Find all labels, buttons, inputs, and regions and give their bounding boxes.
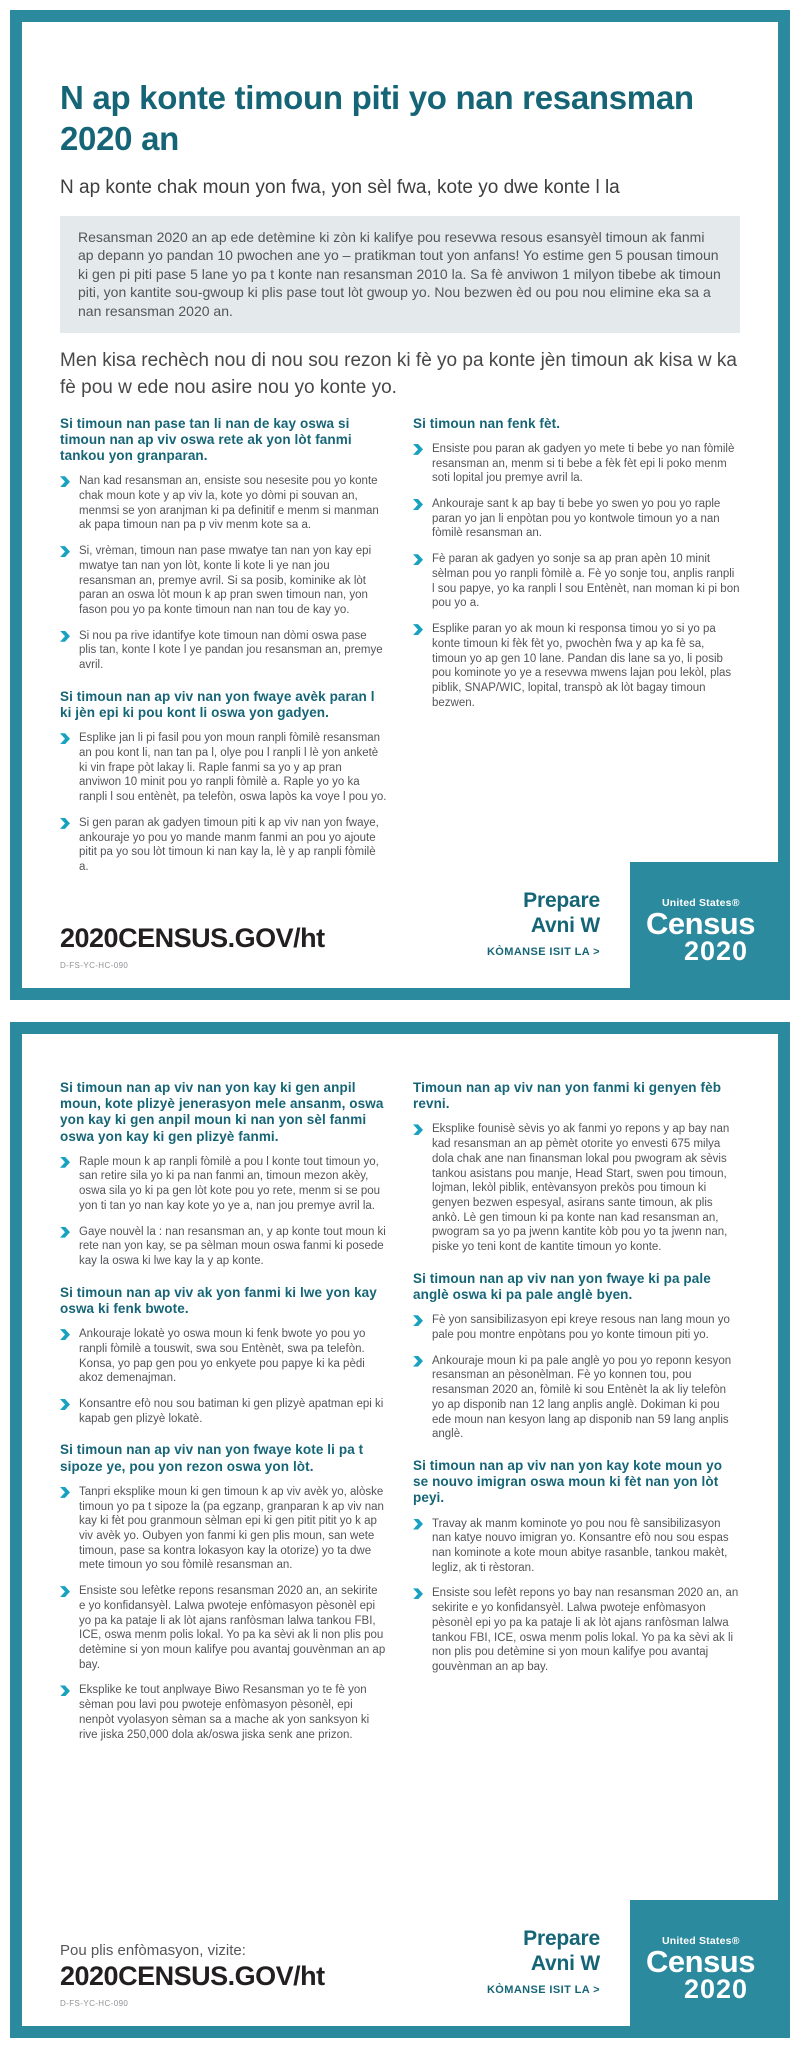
footer-left xyxy=(60,925,325,970)
section-heading: Timoun nan ap viv nan yon fanmi ki genyen fèb revni. xyxy=(413,1080,722,1112)
bullet-text: Tanpri eksplike moun ki gen timoun k ap viv avèk yo, alòske timoun yo pa t sipoze la (pa egzanp, granparan k ap viv nan kay ki fèt pou granmoun sèlman epi ki gen pitit pitit yo k ap viv avèk yo. Oubyen yon fanmi ki gen plis moun, san wete timoun, pase sa kontra lokasyon kay la otorize) yo ta dwe mete timoun yo sou fòmilè resansman an. xyxy=(79,1485,384,1572)
chevron-bullet-icon xyxy=(60,476,70,487)
census-2020-logo xyxy=(630,1900,790,2038)
chevron-bullet-icon xyxy=(60,818,70,829)
chevron-bullet-icon xyxy=(413,1315,423,1326)
bullet-item xyxy=(413,1517,740,1576)
section-heading: Si timoun nan fenk fèt. xyxy=(413,415,561,431)
bullet-item xyxy=(413,1313,740,1342)
tagline-block xyxy=(487,1927,600,1996)
bullet-item xyxy=(60,1584,387,1672)
chevron-bullet-icon xyxy=(60,1586,70,1597)
left-column xyxy=(60,416,387,886)
left-column xyxy=(60,1080,387,1753)
chevron-bullet-icon xyxy=(60,1487,70,1498)
bullet-text: Fè paran ak gadyen yo sonje sa ap pran apèn 10 minit sèlman pou yo ranpli fòmilè a. Fè yo sonje tou, anplis ranpli l sou papye, yo ka ranpli l sou Entènèt, nan moman ki pi bon pou yo a. xyxy=(432,553,740,610)
bullet-item xyxy=(60,1155,387,1214)
bullet-text: Esplike paran yo ak moun ki responsa timou yo si yo pa konte timoun ki fèk fèt yo, pwochèn fwa y ap ka fè sa, timoun yo ap gen 10 lane. Pandan dis lane sa yo, li posib pou kominote yo ye a resevwa mwens lajan pou lekòl, plas piblik, SNAP/WIC, lopital, transpò ak lòt bagay timoun bezwen. xyxy=(432,623,732,709)
bullet-text: Ankouraje sant k ap bay ti bebe yo swen yo pou yo raple paran yo jan li enpòtan pou yo kontwole timoun yo a nan fòmilè resansman an. xyxy=(432,498,721,540)
intro-paragraph: Men kisa rechèch nou di nou sou rezon ki fè yo pa konte jèn timoun ak kisa w ka fè pou w ede nou asire nou yo konte yo. xyxy=(60,349,737,399)
section-heading: Si timoun nan ap viv nan yon kay kote moun yo se nouvo imigran oswa moun ki fèt nan yon lòt peyi. xyxy=(413,1457,723,1506)
chevron-bullet-icon xyxy=(413,1124,423,1135)
chevron-bullet-icon xyxy=(413,554,423,565)
page-title: N ap konte timoun piti yo nan resansman 2020 an xyxy=(60,79,694,157)
bullet-item xyxy=(60,1225,387,1269)
chevron-bullet-icon xyxy=(60,733,70,744)
bullet-text: Ensiste pou paran ak gadyen yo mete ti bebe yo nan fòmilè resansman an, menm si ti bebe a fèk fèt epi li poko menm soti lopital jou premye avril la. xyxy=(432,442,735,485)
bullet-text: Konsantre efò nou sou batiman ki gen plizyè apatman epi ki kapab gen plizyè lokatè. xyxy=(79,1398,384,1425)
bullet-item xyxy=(413,442,740,486)
bullet-text: Fè yon sansibilizasyon epi kreye resous nan lang moun yo pale pou montre enpòtans pou yo konte timoun piti yo. xyxy=(432,1314,730,1341)
bullet-item xyxy=(60,629,387,673)
page-subtitle: N ap konte chak moun yon fwa, yon sèl fwa, kote yo dwe konte l la xyxy=(60,176,620,198)
document-code: D-FS-YC-HC-090 xyxy=(60,961,129,970)
bullet-item xyxy=(413,552,740,611)
document-code: D-FS-YC-HC-090 xyxy=(60,1999,129,2008)
bullet-text: Ensiste sou lefètke repons resansman 2020 an, an sekirite e yo konfidansyèl. Lalwa pwoteje enfòmasyon pèsonèl epi yo pa ka pataje li ak lòt ajans ranfòsman lalwa tankou FBI, ICE, oswa menm polis lokal. Yo pa ka sèvi ak li non plis pou detèmine si yon moun kalifye pou avantaj gouvènman an ap bay. xyxy=(79,1585,386,1671)
bullet-item xyxy=(413,1586,740,1674)
chevron-bullet-icon xyxy=(60,546,70,557)
logo-2020-text: 2020 xyxy=(684,1973,749,2004)
logo-united-states-text: United States® xyxy=(662,1935,740,1948)
bullet-item xyxy=(413,1354,740,1442)
two-column-layout xyxy=(60,416,740,886)
bullet-text: Nan kad resansman an, ensiste sou nesesite pou yo konte chak moun kote y ap viv la, kote yo dòmi pi souvan an, menmsi se yon aranjman ki pa definitif e menm si manman ak papa timoun nan pa p viv menm kote sa a. xyxy=(79,475,379,532)
two-column-layout xyxy=(60,1080,740,1753)
start-here-cta: KÒMANSE ISIT LA > xyxy=(486,1984,600,1996)
bullet-item xyxy=(60,1485,387,1573)
section-heading: Si timoun nan ap viv nan yon kay ki gen anpil moun, kote plizyè jenerasyon mele ansanm, oswa yon kay ki gen anpil moun ki nan yon sèl fanmi oswa yon kay ki gen plizyè fanmi. xyxy=(60,1080,384,1144)
factsheet-page-1 xyxy=(10,10,790,1000)
chevron-bullet-icon xyxy=(413,624,423,635)
chevron-bullet-icon xyxy=(413,1519,423,1530)
footer-left xyxy=(60,1942,325,2008)
logo-united-states-text: United States® xyxy=(662,897,740,910)
bullet-item xyxy=(60,1683,387,1742)
bullet-item xyxy=(413,622,740,710)
bullet-text: Ankouraje lokatè yo oswa moun ki fenk bwote yo pou yo ranpli fòmilè a touswit, swa sou Entènèt, swa pa telefòn. Konsa, yo pap gen pou yo enkyete pou papye ki ka pèdi akoz demenajman. xyxy=(79,1328,366,1385)
bullet-item xyxy=(60,474,387,533)
page-1-content xyxy=(22,22,778,988)
section-heading: Si timoun nan pase tan li nan de kay oswa si timoun nan ap viv oswa rete ak yon lòt fanmi tankou yon granparan. xyxy=(60,415,352,464)
bullet-text: Raple moun k ap ranpli fòmilè a pou l konte tout timoun yo, san retire sila yo ki pa nan fanmi an, timoun mezon akèy, oswa sila yo ki pa gen lòt kote pou yo rete, menm si se pou yon ti tan yo nan kay kote yo ye a, nan jou premye avril la. xyxy=(79,1155,381,1212)
bullet-text: Eksplike ke tout anplwaye Biwo Resansman yo te fè yon sèman pou lavi pou pwoteje enfòmasyon pèsonèl, epi nenpòt vyolasyon sèman sa a mache ak yon sanksyon ki rive jiska 250,000 dola ak/oswa jiska senk ane prizon. xyxy=(79,1684,370,1741)
highlight-box: Resansman 2020 an ap ede detèmine ki zòn ki kalifye pou resevwa resous esansyèl timoun ak fanmi ap depann yo pandan 10 pwochen ane yo – pratikman tout yon anfans! Yo estime gen 5 pousan timoun ki gen pi piti pase 5 lane yo pa t konte nan resansman 2010 la. Sa fè anviwon 1 milyon tibebe ak timoun piti, yon kantite sou-gwoup ki plis pase tout lòt gwoup yo. Nou bezwen èd ou pou nou elimine eka sa a nan resansman 2020 an. xyxy=(60,216,740,333)
right-column xyxy=(413,1080,740,1753)
logo-2020-text: 2020 xyxy=(684,935,749,966)
bullet-item xyxy=(60,816,387,875)
bullet-text: Si gen paran ak gadyen timoun piti k ap viv nan yon fwaye, ankouraje yo pou yo mande manm fanmi an pou yo ajoute pitit pa yo sou lòt timoun ki nan kay la, lè y ap ranpli fòmilè a. xyxy=(79,816,379,874)
logo-census-text: Census xyxy=(646,1944,755,1980)
bullet-item xyxy=(60,544,387,618)
more-info-label: Pou plis enfòmasyon, vizite: xyxy=(60,1942,246,1959)
start-here-cta: KÒMANSE ISIT LA > xyxy=(486,946,600,958)
bullet-item xyxy=(60,731,387,805)
bullet-text: Esplike jan li pi fasil pou yon moun ranpli fòmilè resansman an pou kont li, nan tan pa l, olye pou l ranpli l lè yon anketè ki vin frape pòt lakay li. Raple fanmi sa yo y ap pran anviwon 10 minit pou yo ranpli fòmilè a. Raple yo yo ka ranpli l sou entènèt, pa telefòn, oswa lapòs ka voye l pou yo. xyxy=(79,732,387,804)
bullet-item xyxy=(60,1327,387,1386)
bullet-item xyxy=(413,1122,740,1254)
bullet-text: Eksplike founisè sèvis yo ak fanmi yo repons y ap bay nan kad resansman an ap pèmèt otorite yo envesti 675 milya dola chak ane nan finansman lokal pou pwogram ak sèvis tankou asistans pou manje, Head Start, swen pou timoun, lojman, lekòl piblik, entèvansyon prekòs pou timoun ki genyen bezwen espesyal, asirans sante timoun, ak plis ankò. Lè gen timoun ki pa konte nan kad resansman an, pwogram sa yo pa jwenn kantite kòb pou yo ta jwenn nan, piske yo teni kont de kantite timoun yo konte. xyxy=(432,1123,730,1254)
bullet-item xyxy=(413,497,740,541)
chevron-bullet-icon xyxy=(413,1588,423,1599)
bullet-text: Ensiste sou lefèt repons yo bay nan resansman 2020 an, an sekirite e yo konfidansyèl. Lalwa pwoteje enfòmasyon pèsonèl epi yo pa ka pataje li ak lòt ajans ranfòsman lalwa tankou FBI, ICE, oswa menm polis lokal. Yo pa ka sèvi ak li non plis pou detèmine si yon moun kalifye pou avantaj gouvènman an ap bay. xyxy=(432,1587,739,1673)
census-url-link[interactable]: 2020CENSUS.GOV/ht xyxy=(60,1961,325,1991)
chevron-bullet-icon xyxy=(413,499,423,510)
tagline-line1: Prepare xyxy=(523,889,600,913)
chevron-bullet-icon xyxy=(60,1685,70,1696)
chevron-bullet-icon xyxy=(60,1329,70,1340)
section-heading: Si timoun nan ap viv nan yon fwaye kote li pa t sipoze ye, pou yon rezon oswa yon lòt. xyxy=(60,1442,364,1474)
chevron-bullet-icon xyxy=(60,1227,70,1238)
section-heading: Si timoun nan ap viv ak yon fanmi ki lwe yon kay oswa ki fenk bwote. xyxy=(60,1284,377,1316)
tagline-line2: Avni W xyxy=(530,914,600,938)
right-column xyxy=(413,416,740,886)
factsheet-page-2 xyxy=(10,1022,790,2038)
bullet-text: Gaye nouvèl la : nan resansman an, y ap konte tout moun ki rete nan yon kay, se pa sèlman moun oswa fanmi ki posede kay la oswa ki lwe kay la y ap konte. xyxy=(79,1225,386,1268)
chevron-bullet-icon xyxy=(413,1356,423,1367)
census-2020-logo xyxy=(630,862,790,1000)
census-url-link[interactable]: 2020CENSUS.GOV/ht xyxy=(60,923,325,953)
chevron-bullet-icon xyxy=(413,444,423,455)
bullet-item xyxy=(60,1397,387,1426)
logo-census-text: Census xyxy=(646,906,755,942)
tagline-line1: Prepare xyxy=(523,1927,600,1951)
chevron-bullet-icon xyxy=(60,1157,70,1168)
section-heading: Si timoun nan ap viv nan yon fwaye ki pa pale anglè oswa ki pa pale anglè byen. xyxy=(413,1270,711,1303)
bullet-text: Ankouraje moun ki pa pale anglè yo pou yo reponn kesyon resansman an pèsonèlman. Fè yo konnen tou, pou resansman 2020 an, fòmilè ki sou Entènèt la ak liy telefòn yo ap disponib nan 12 lang anplis anglè. Dokiman ki pou ede moun nan kesyon lang ap disponib nan 59 lang anplis anglè. xyxy=(432,1354,732,1441)
tagline-block xyxy=(487,889,600,958)
section-heading: Si timoun nan ap viv nan yon fwaye avèk paran l ki jèn epi ki pou kont li oswa yon gadyen. xyxy=(60,688,375,721)
bullet-text: Si, vrèman, timoun nan pase mwatye tan nan yon kay epi mwatye tan nan yon lòt, konte li kote li ye nan jou resansman an, premye avril. Si sa posib, kominike ak lòt paran an oswa lòt moun k ap pran swen timoun nan, yon fason pou yo pa konte timoun nan nan tou de kay yo. xyxy=(79,545,372,617)
bullet-text: Travay ak manm kominote yo pou nou fè sansibilizasyon nan katye nouvo imigran yo. Konsantre efò nou sou espas nan kominote a kote moun abitye rasanble, tankou makèt, legliz, ak ti rèstoran. xyxy=(432,1517,729,1574)
page-2-content xyxy=(22,1034,778,2026)
tagline-line2: Avni W xyxy=(530,1952,600,1976)
chevron-bullet-icon xyxy=(60,1399,70,1410)
chevron-bullet-icon xyxy=(60,631,70,642)
bullet-text: Si nou pa rive idantifye kote timoun nan dòmi oswa pase plis tan, konte l kote l ye pandan jou resansman an, premye avril. xyxy=(79,629,383,672)
